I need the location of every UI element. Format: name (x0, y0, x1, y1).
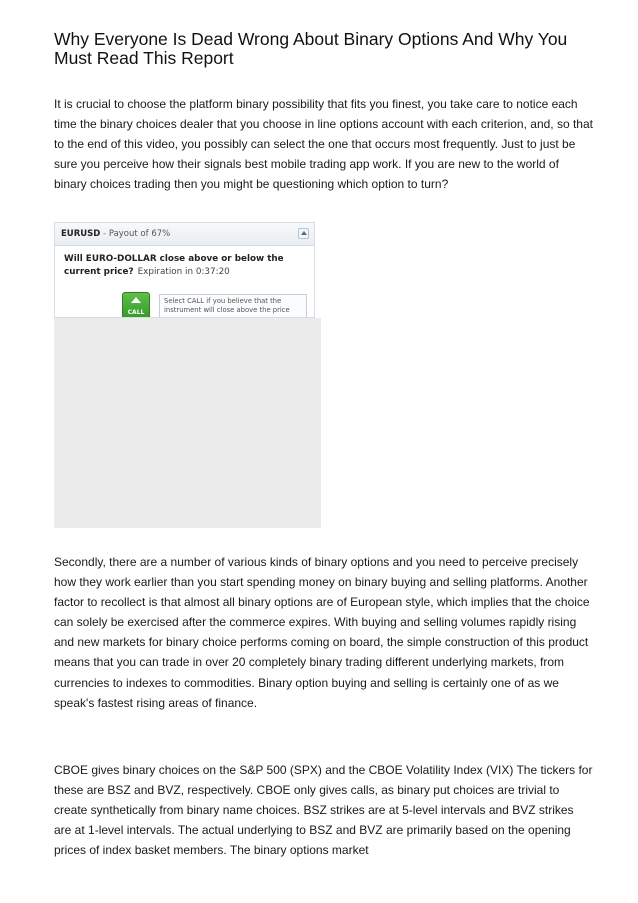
widget-question: Will EURO-DOLLAR close above or below the current price? (64, 254, 284, 277)
widget-expiration: Expiration in 0:37:20 (137, 267, 230, 277)
call-tooltip: Select CALL if you believe that the instrument will close above the price (159, 294, 307, 318)
widget-symbol: EURUSD (61, 229, 101, 239)
paragraph-binary-types: Secondly, there are a number of various kinds of binary options and you need to perceive precisely how they work earlier than you start spending money on binary buying and selling platforms. Another factor to recollect is that almost all binary options are of European style, which implies that the choice can solely be exercised after the commerce expires. With buying and selling volumes rapidly rising and new markets for binary choice performs coming on board, the simple construction of this product means that you can trade in over 20 completely binary trading different underlying markets, from currencies to indexes to commodities. Binary option buying and selling is certainly one of as we speak's fastest rising areas of finance. (54, 555, 590, 710)
widget-header-separator: - (100, 229, 109, 239)
call-button-label: CALL (127, 309, 145, 316)
arrow-up-icon (131, 297, 141, 303)
widget-header (55, 223, 314, 246)
binary-options-widget-image (54, 222, 315, 318)
paragraph-intro: It is crucial to choose the platform binary possibility that fits you finest, you take care to notice each time the binary choices dealer that you choose in line options account with each criterion, and, so that to the end of this video, you possibly can select the one that occurs most frequently. Just to just be sure you perceive how their signals best mobile trading app work. If you are new to the world of binary choices trading then you might be questioning which option to turn? (54, 97, 593, 192)
widget-payout: Payout of 67% (108, 229, 171, 239)
chevron-up-icon (298, 228, 309, 239)
paragraph-cboe: CBOE gives binary choices on the S&P 500 (SPX) and the CBOE Volatility Index (VIX) The tickers for these are BSZ and BVZ, respectively. CBOE only gives calls, as binary put choices are trivial to create synthetically from binary name choices. BSZ strikes are at 5-level intervals and BVZ strikes are at 1-level intervals. The actual underlying to BSZ and BVZ are primarily based on the opening prices of index basket members. The binary options market (54, 763, 593, 858)
document-title: Why Everyone Is Dead Wrong About Binary Options And Why You Must Read This Report (54, 29, 568, 68)
widget-question-block (64, 253, 294, 279)
image-placeholder (54, 318, 321, 528)
call-button (122, 292, 150, 318)
